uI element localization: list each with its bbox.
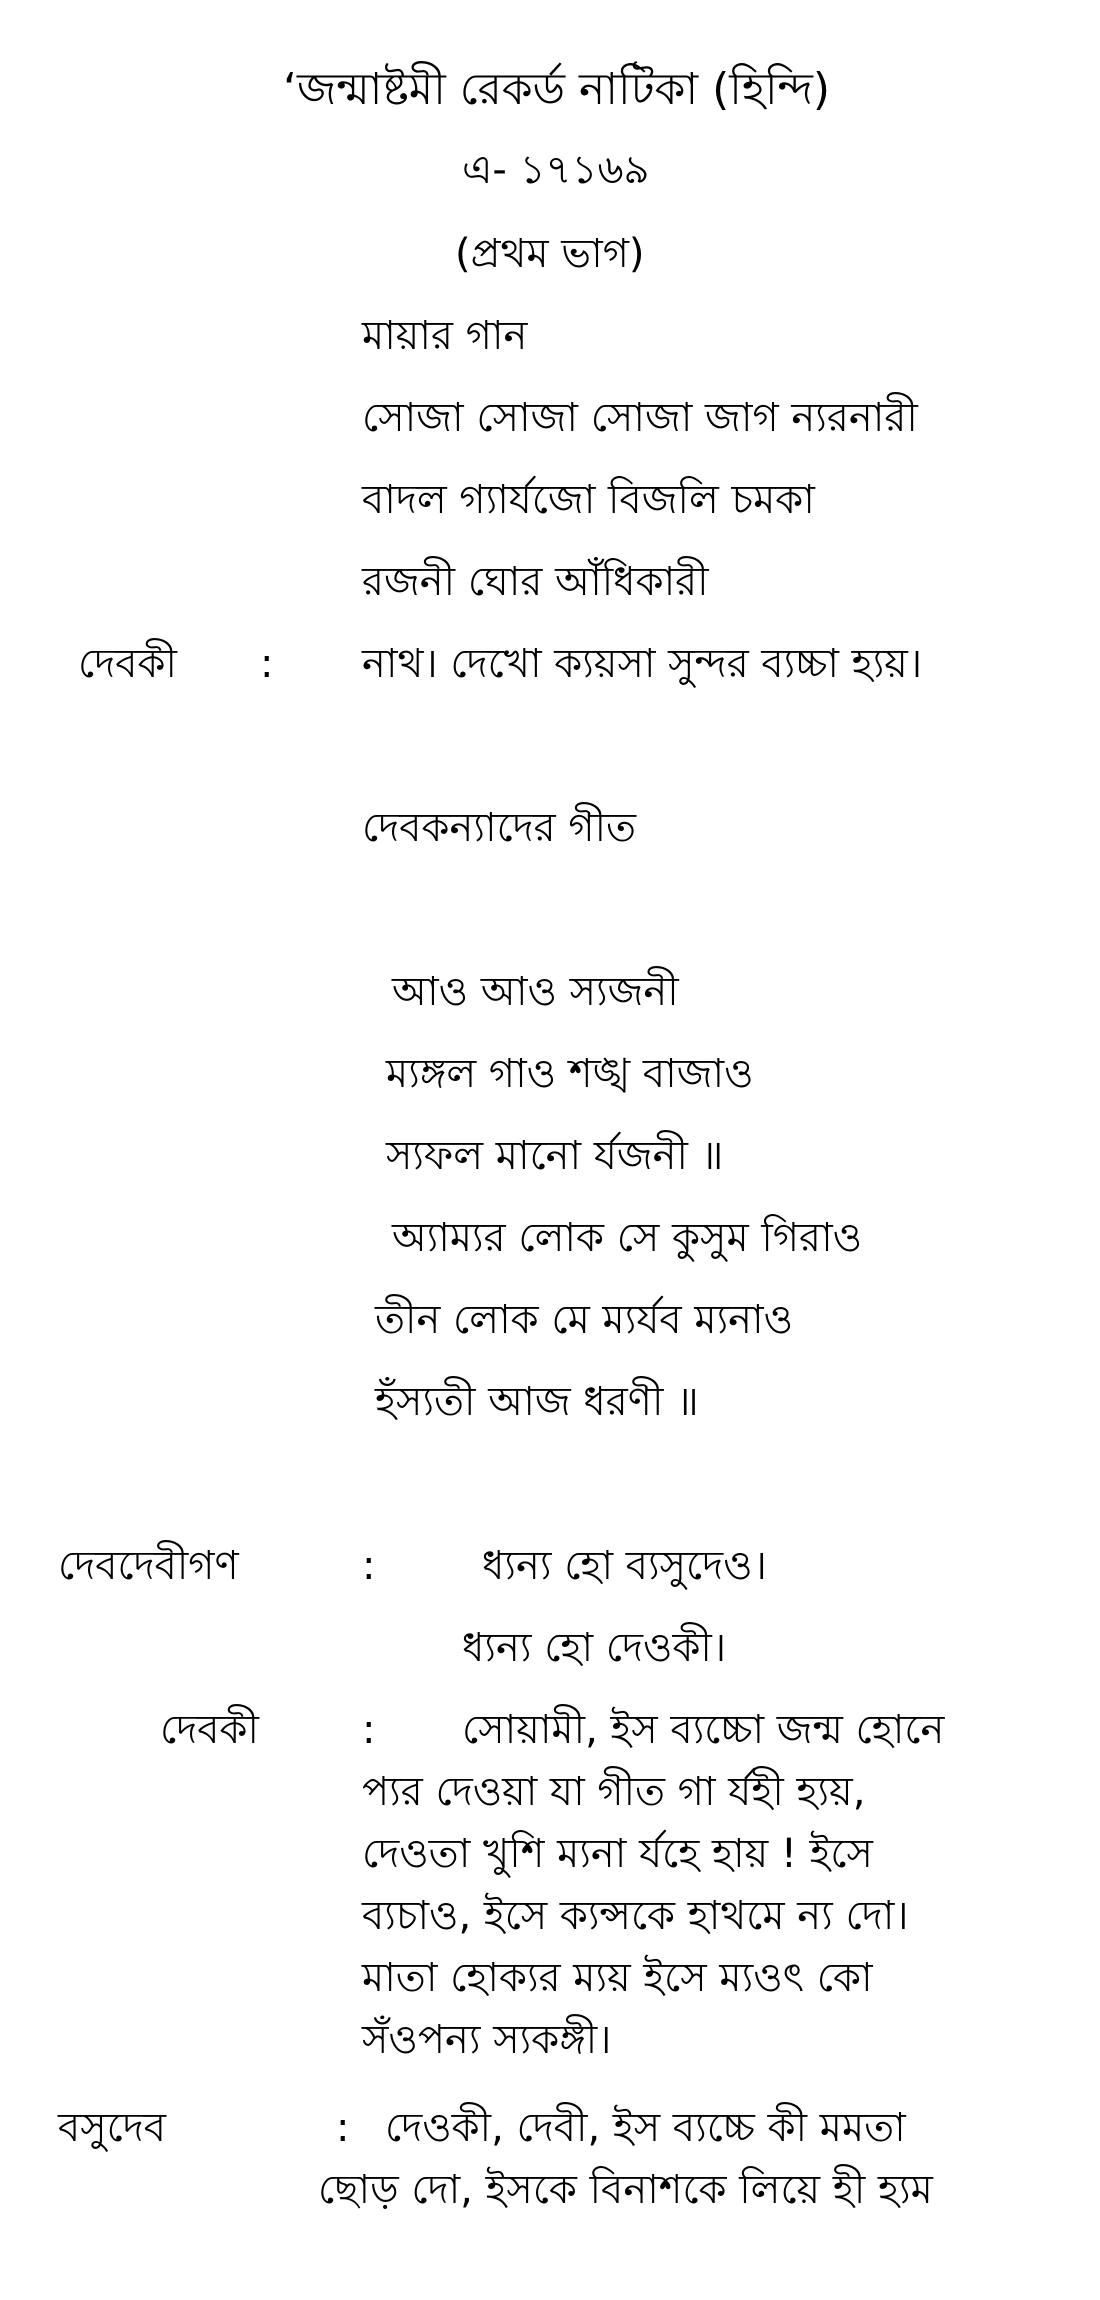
- dialogue-line: ধ্যন্য হো দেওকী।: [462, 1625, 727, 1671]
- maya-song-heading: মায়ার গান: [362, 313, 528, 359]
- song-line: আও আও স্যজনী: [392, 969, 679, 1015]
- speaker-colon: :: [336, 2105, 350, 2151]
- part-label: (প্রথম ভাগ): [455, 231, 645, 277]
- dialogue-line: মাতা হোক্যর ম্যয় ইসে ম্যওৎ কো: [362, 1955, 873, 2001]
- speaker-colon: :: [362, 1543, 376, 1589]
- song-line: বাদল গ্যার্যজো বিজলি চমকা: [362, 477, 815, 523]
- song-line: সোজা সোজা সোজা জাগ ন্যরনারী: [362, 395, 918, 441]
- song-line: স্যফল মানো র্যজনী ॥: [386, 1133, 724, 1179]
- dialogue-line: দেওতা খুশি ম্যনা র্যহে হায় ! ইসে: [362, 1831, 873, 1877]
- document-title: ‘জন্মাষ্টমী রেকর্ড নাটিকা (হিন্দি): [283, 64, 831, 115]
- dialogue-line: সোয়ামী, ইস ব্যচ্চো জন্ম হোনে: [462, 1707, 945, 1753]
- song-line: তীন লোক মে ম্যর্যব ম্যনাও: [375, 1297, 794, 1343]
- dialogue-line: প্যর দেওয়া যা গীত গা র্যহী হ্যয়,: [362, 1769, 866, 1815]
- speaker-name: দেবদেবীগণ: [58, 1543, 239, 1589]
- dialogue-line: সঁওপন্য স্যকঙ্গী।: [362, 2017, 612, 2063]
- dialogue-line: দেওকী, দেবী, ইস ব্যচ্চে কী মমতা: [385, 2105, 906, 2151]
- record-number: এ- ১৭১৬৯: [462, 147, 650, 193]
- dialogue-line: নাথ। দেখো ক্যয়সা সুন্দর ব্যচ্চা হ্যয়।: [362, 641, 923, 687]
- song-line: হঁস্যতী আজ ধরণী ॥: [375, 1379, 699, 1425]
- speaker-name: দেবকী: [160, 1707, 259, 1753]
- speaker-name: বসুদেব: [58, 2105, 167, 2151]
- dialogue-line: ছোড় দো, ইসকে বিনাশকে লিয়ে হী হ্যম: [318, 2167, 933, 2213]
- song-line: রজনী ঘোর আঁধিকারী: [362, 559, 709, 605]
- devkanya-song-heading: দেবকন্যাদের গীত: [362, 805, 637, 851]
- dialogue-line: ব্যচাও, ইসে ক্যন্সকে হাথমে ন্য দো।: [362, 1893, 909, 1939]
- dialogue-line: ধ্যন্য হো ব্যসুদেও।: [482, 1543, 767, 1589]
- song-line: অ্যাম্যর লোক সে কুসুম গিরাও: [392, 1215, 863, 1261]
- speaker-name: দেবকী: [78, 641, 177, 687]
- speaker-colon: :: [362, 1707, 376, 1753]
- speaker-colon: :: [260, 641, 274, 687]
- song-line: ম্যঙ্গল গাও শঙ্খ বাজাও: [386, 1051, 754, 1097]
